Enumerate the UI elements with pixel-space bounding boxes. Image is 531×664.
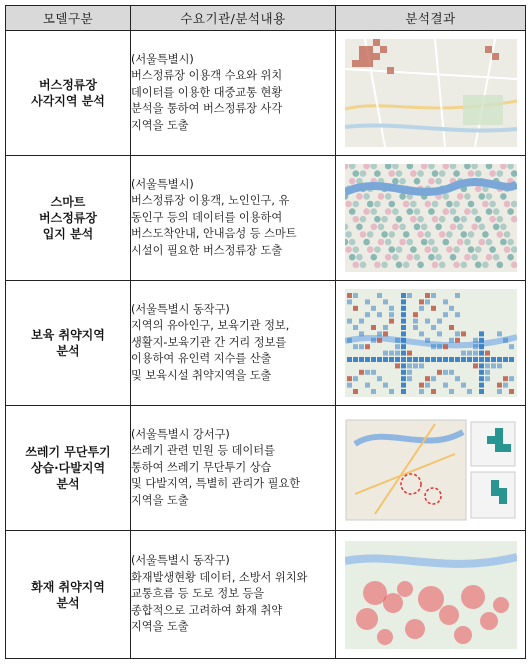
table-row bbox=[6, 156, 526, 281]
table-row bbox=[6, 281, 526, 406]
header-model-category: 모델구분 bbox=[6, 6, 131, 31]
row-agency: (서울특별시) bbox=[131, 52, 194, 66]
row-category: 버스정류장 사각지역 분석 bbox=[31, 78, 105, 108]
header-row bbox=[6, 6, 526, 31]
illegal-dumping-hotspot-map bbox=[345, 414, 517, 522]
table-row bbox=[6, 406, 526, 531]
row-category: 보육 취약지역 분석 bbox=[31, 328, 105, 358]
table-row bbox=[6, 531, 526, 659]
table-row bbox=[6, 31, 526, 156]
bus-stop-blind-spot-map bbox=[345, 39, 517, 147]
row-content: 지역의 유아인구, 보육기관 정보, 생활지-보육기관 간 거리 정보를 이용하여 유인력 지수를 산출 및 보육시설 취약지역을 도출 bbox=[131, 319, 290, 382]
row-agency: (서울특별시 동작구) bbox=[131, 554, 230, 568]
row-agency: (서울특별시) bbox=[131, 177, 194, 191]
row-agency: (서울특별시 강서구) bbox=[131, 427, 230, 441]
childcare-vulnerability-grid-map bbox=[345, 289, 517, 397]
row-agency: (서울특별시 동작구) bbox=[131, 302, 230, 316]
header-result: 분석결과 bbox=[336, 6, 526, 31]
fire-risk-heatmap bbox=[345, 541, 517, 649]
smart-bus-stop-hexbin-map bbox=[345, 164, 517, 272]
header-agency-analysis: 수요기관/분석내용 bbox=[131, 6, 336, 31]
model-table bbox=[5, 5, 526, 659]
row-content: 버스정류장 이용객 수요와 위치 데이터를 이용한 대중교통 현황 분석을 통하여 버스정류장 사각 지역을 도출 bbox=[131, 69, 283, 132]
row-content: 버스정류장 이용객, 노인인구, 유 동인구 등의 데이터를 이용하여 버스도착안내, 안내음성 등 스마트 시설이 필요한 버스정류장 도출 bbox=[131, 194, 297, 257]
row-category: 스마트 버스정류장 입지 분석 bbox=[39, 195, 97, 241]
row-category: 쓰레기 무단투기 상습·다발지역 분석 bbox=[25, 445, 111, 491]
row-category: 화재 취약지역 분석 bbox=[31, 579, 105, 610]
row-content: 쓰레기 관련 민원 등 데이터를 통하여 쓰레기 무단투기 상습 및 다발지역, 특별히 관리가 필요한 지역을 도출 bbox=[131, 444, 301, 507]
row-content: 화재발생현황 데이터, 소방서 위치와 교통흐름 등 도로 정보 등을 종합적으로 고려하여 화재 취약 지역을 도출 bbox=[131, 570, 308, 634]
